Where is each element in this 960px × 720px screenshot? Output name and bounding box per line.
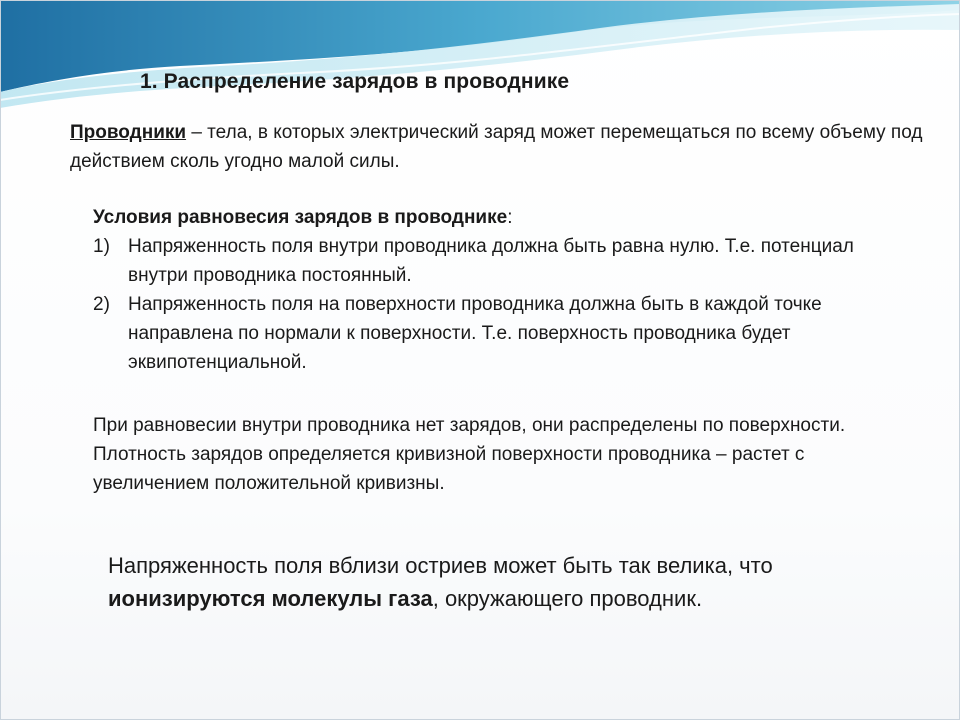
equilibrium-paragraph: При равновесии внутри проводника нет зарядов, они распределены по поверхности. Плотность зарядов определяется кривизной поверхности проводника – растет с увеличением положительной кривизны. <box>93 415 846 494</box>
condition-item <box>93 290 913 377</box>
ionization-text-before: Напряженность поля вблизи остриев может быть так велика, что <box>108 553 773 578</box>
ionization-text-bold: ионизируются молекулы газа <box>108 586 433 611</box>
definition-term: Проводники <box>70 122 187 143</box>
conditions-heading-suffix: : <box>507 207 513 228</box>
conditions-list <box>93 232 913 377</box>
definition-text: – тела, в которых электрический заряд может перемещаться по всему объему под действием сколь угодно малой силы. <box>70 122 923 172</box>
header-wave-decoration <box>0 0 960 120</box>
ionization-text-after: , окружающего проводник. <box>432 586 703 611</box>
condition-item <box>93 232 913 290</box>
conditions-heading <box>93 203 512 232</box>
conditions-heading-text: Условия равновесия зарядов в проводнике <box>93 207 508 228</box>
condition-number: 2) <box>93 294 110 315</box>
condition-number: 1) <box>93 236 110 257</box>
condition-text: Напряженность поля внутри проводника должна быть равна нулю. Т.е. потенциал внутри проводника постоянный. <box>128 236 854 286</box>
definition-paragraph <box>70 118 930 176</box>
ionization-paragraph <box>108 549 868 615</box>
slide-title: 1. Распределение зарядов в проводнике <box>140 70 570 93</box>
condition-text: Напряженность поля на поверхности проводника должна быть в каждой точке направлена по нормали к поверхности. Т.е. поверхность проводника будет эквипотенциальной. <box>128 294 822 373</box>
